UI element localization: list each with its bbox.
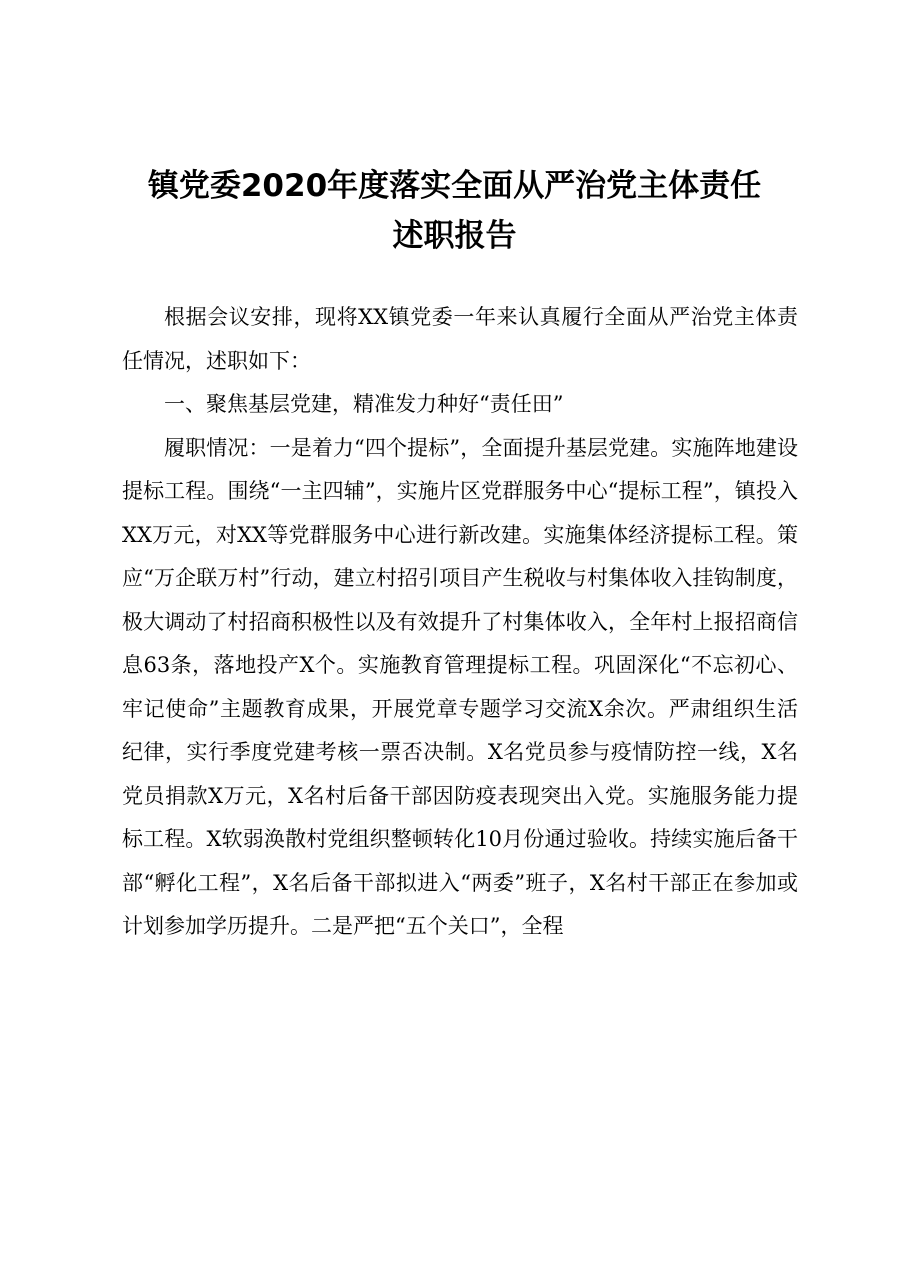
document-body bbox=[122, 296, 798, 949]
performance-paragraph: 履职情况：一是着力“四个提标”，全面提升基层党建。实施阵地建设提标工程。围绕“一主四辅”，实施片区党群服务中心“提标工程”，镇投入XX万元，对XX等党群服务中心进行新改建。实施集体经济提标工程。策应“万企联万村”行动，建立村招引项目产生税收与村集体收入挂钩制度，极大调动了村招商积极性以及有效提升了村集体收入，全年村上报招商信息63条，落地投产X个。实施教育管理提标工程。巩固深化“不忘初心、牢记使命”主题教育成果，开展党章专题学习交流X余次。严肃组织生活纪律，实行季度党建考核一票否决制。X名党员参与疫情防控一线，X名党员捐款X万元，X名村后备干部因防疫表现突出入党。实施服务能力提标工程。X软弱涣散村党组织整顿转化10月份通过验收。持续实施后备干部“孵化工程”，X名后备干部拟进入“两委”班子，X名村干部正在参加或计划参加学历提升。二是严把“五个关口”，全程 bbox=[122, 435, 798, 938]
intro-paragraph: 根据会议安排，现将XX镇党委一年来认真履行全面从严治党主体责任情况，述职如下： bbox=[122, 305, 798, 373]
document-title-line-1: 镇党委2020年度落实全面从严治党主体责任 bbox=[147, 168, 762, 204]
document-title-line-2: 述职报告 bbox=[392, 218, 517, 254]
section-heading-1: 一、聚焦基层党建，精准发力种好“责任田” bbox=[164, 392, 564, 416]
